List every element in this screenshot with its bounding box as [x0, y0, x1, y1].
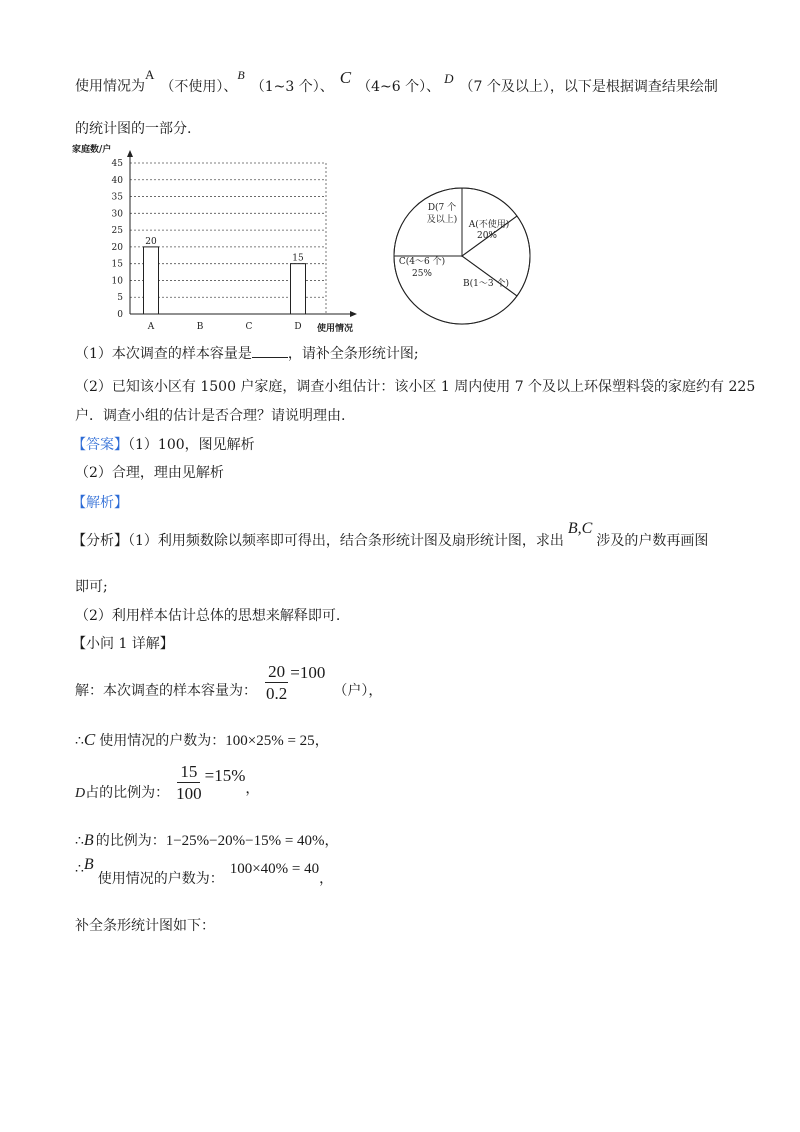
x-tick-label: A: [147, 322, 155, 332]
answer-1: （1）100，图见解析: [128, 437, 255, 453]
y-tick-label: 10: [111, 276, 123, 287]
fenxi-line-1: [72, 520, 709, 550]
y-tick-label: 15: [111, 259, 123, 270]
y-tick-label: 0: [117, 310, 123, 320]
y-tick-label: 45: [111, 159, 123, 169]
b-count-end: ，: [319, 871, 334, 887]
intro-line-1: [75, 67, 718, 96]
sol-unit: （户），: [333, 683, 383, 699]
pie-label-d: D(7 个: [427, 203, 457, 213]
bar-data-label: 15: [292, 253, 304, 264]
d-text: 占的比例为：: [85, 785, 170, 801]
bar-ylabel: 家庭数/户: [72, 145, 112, 155]
intro-line-2: 的统计图的一部分.: [75, 121, 192, 137]
c-text: 使用情况的户数为：: [99, 733, 226, 749]
b-ratio-end: ，: [324, 833, 339, 849]
answer-tag: 【答案】: [72, 437, 128, 453]
fenxi-line-3: （2）利用样本估计总体的思想来解释即可.: [75, 608, 341, 624]
y-tick-label: 30: [111, 209, 123, 220]
b-count-equation: 100×40% = 40: [229, 861, 320, 877]
fenxi-text-b: 涉及的户数再画图: [596, 533, 709, 549]
y-tick-label: 25: [111, 226, 123, 237]
fraction-1-result: =100: [290, 663, 326, 682]
x-tick-label: C: [245, 322, 253, 332]
bar-chart: [68, 140, 368, 335]
question-2-line-1: （2）已知该小区有 1500 户家庭，调查小组估计：该小区 1 周内使用 7 个及以上环保塑料袋的家庭约有 225: [75, 379, 756, 395]
bar-data-label: 20: [145, 236, 157, 247]
pie-label-a-pct: 20%: [476, 231, 498, 241]
intro-lead: 使用情况为: [75, 78, 145, 95]
x-tick-label: B: [196, 322, 204, 332]
y-tick-label: 5: [117, 293, 123, 304]
b-letter: B: [83, 832, 94, 849]
c-end: ，: [314, 733, 329, 749]
question-1: [75, 343, 419, 363]
c-equation: 100×25% = 25: [225, 733, 315, 749]
therefore-symbol: ∴: [75, 861, 84, 877]
b-desc: （1~3 个）、: [250, 78, 334, 95]
q1-blank: [252, 345, 288, 358]
final-line: 补全条形统计图如下：: [75, 918, 215, 934]
q1-text-a: （1）本次调查的样本容量是: [75, 346, 252, 362]
solution-line-1: [75, 660, 382, 704]
a-desc: （不使用）、: [160, 78, 238, 95]
letter-d: D: [444, 70, 454, 86]
y-axis-arrow: [127, 150, 133, 157]
d-letter: D: [75, 786, 86, 801]
bar-xlabel: 使用情况: [316, 324, 354, 334]
fraction-15-over-100: $\frac{15}{100}$: [176, 761, 202, 803]
q1-text-b: ，请补全条形统计图;: [287, 346, 419, 362]
solution-line-c: [75, 730, 329, 750]
x-tick-label: D: [294, 322, 302, 332]
pie-label-c-pct: 25%: [411, 269, 433, 279]
sol-lead: 解：本次调查的样本容量为：: [75, 683, 257, 699]
y-tick-label: 35: [111, 192, 123, 203]
pie-label-c: C(4～6 个): [398, 257, 446, 267]
solution-line-b-count: [75, 856, 334, 887]
fraction-2-result: =15%: [204, 766, 246, 785]
bar-d: [291, 264, 306, 314]
bar-a: [144, 247, 159, 314]
pie-label-b: B(1～3 个): [463, 279, 509, 289]
y-tick-label: 20: [111, 242, 123, 253]
pie-label-d-2: 及以上): [426, 215, 458, 225]
solution-line-b-ratio: [75, 830, 339, 850]
x-axis-arrow: [350, 311, 357, 317]
b-letter: B: [83, 856, 94, 873]
solution-line-d: [75, 760, 259, 804]
d-end: ，: [245, 781, 260, 797]
sub-question-1-tag: 【小问 1 详解】: [72, 636, 174, 652]
b-ratio-equation: 1−25%−20%−15% = 40%: [165, 833, 325, 849]
answer-line-1: [72, 434, 255, 454]
fenxi-line-2: 即可;: [75, 579, 108, 595]
fenxi-text-a: （1）利用频数除以频率即可得出，结合条形统计图及扇形统计图，求出: [128, 533, 564, 549]
b-count-text: 使用情况的户数为：: [97, 871, 224, 887]
letter-b: B: [237, 68, 245, 82]
bc-letters: B,C: [567, 520, 593, 537]
fraction-20-over-0-2: $\frac{20}{0.2}$: [266, 661, 288, 703]
therefore-symbol: ∴: [75, 833, 84, 849]
therefore-symbol: ∴: [75, 733, 84, 749]
answer-2: （2）合理，理由见解析: [75, 465, 224, 481]
fenxi-tag: 【分析】: [72, 533, 128, 549]
letter-a: A: [145, 67, 155, 82]
pie-label-a: A(不使用): [468, 220, 510, 230]
d-desc: （7 个及以上），以下是根据调查结果绘制: [459, 78, 718, 95]
pie-chart: [390, 186, 550, 336]
letter-c: C: [339, 67, 352, 87]
c-desc: （4~6 个）、: [357, 78, 441, 95]
b-ratio-text: 的比例为：: [95, 833, 166, 849]
analysis-tag: 【解析】: [72, 495, 128, 511]
c-letter: C: [83, 730, 96, 749]
y-tick-label: 40: [111, 175, 123, 186]
question-2-line-2: 户．调查小组的估计是否合理？请说明理由.: [75, 408, 346, 424]
